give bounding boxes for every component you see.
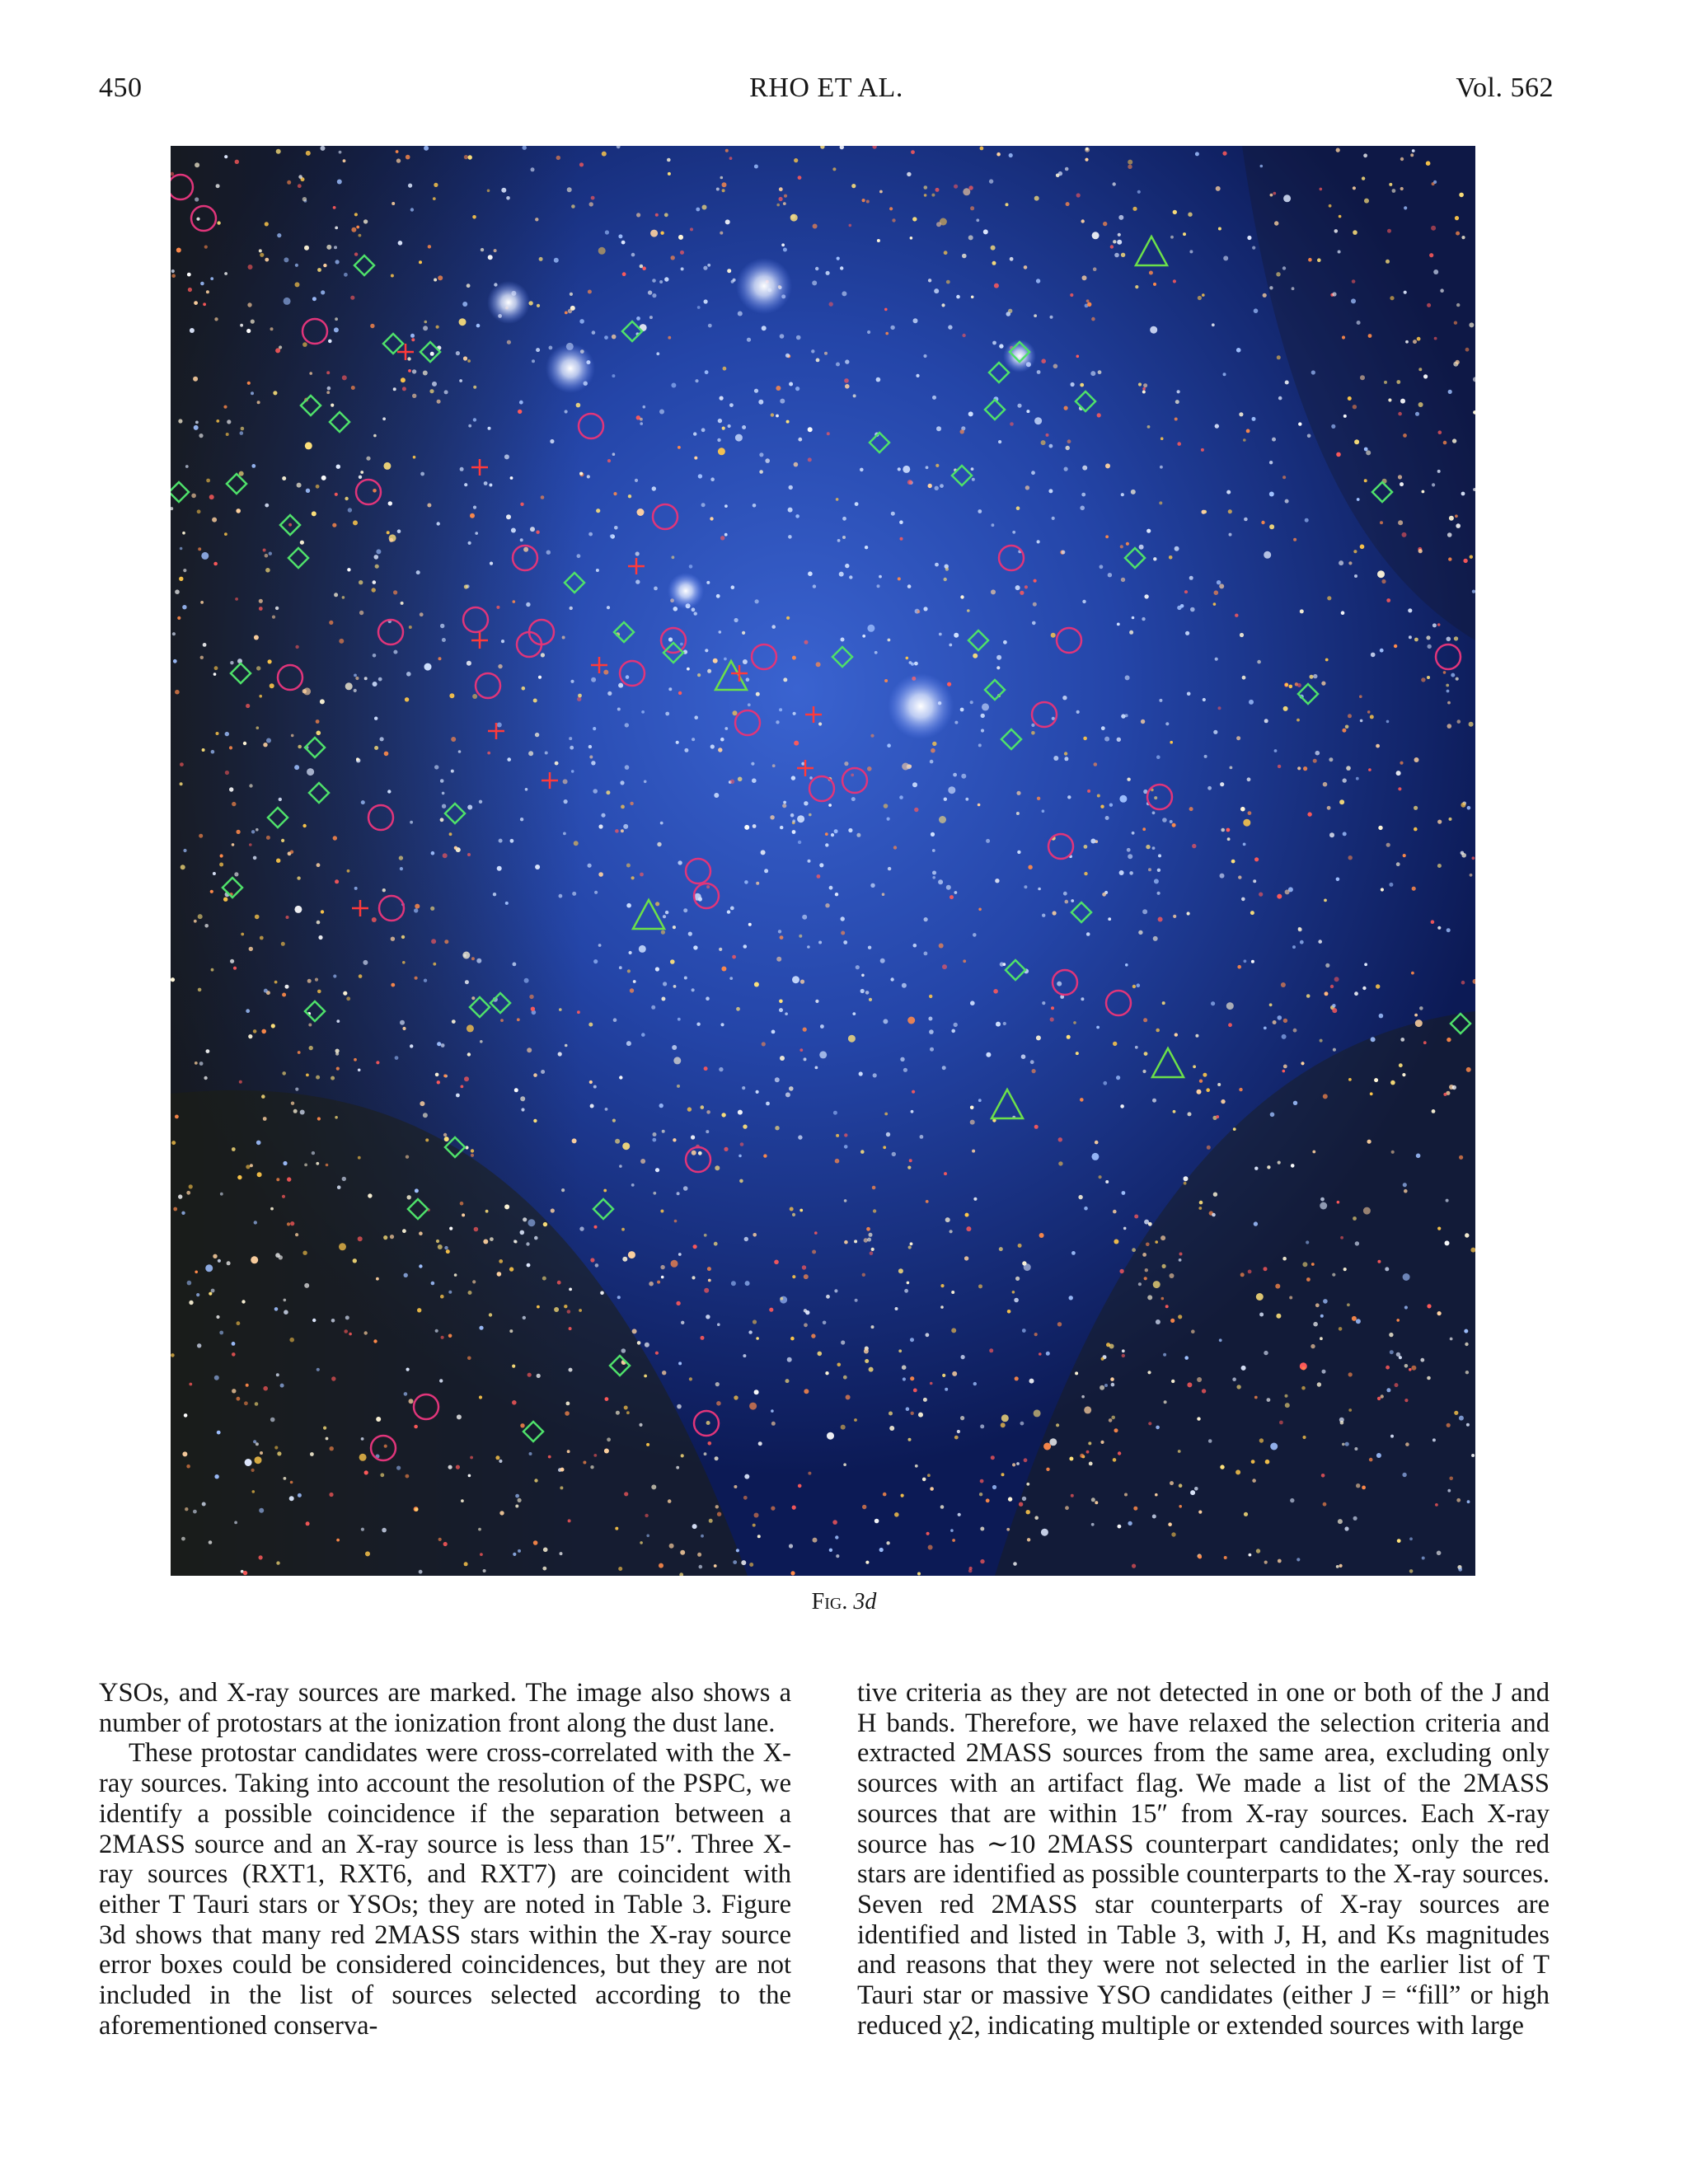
star-field-image xyxy=(171,146,1475,1576)
figure-caption-prefix: Fig. xyxy=(811,1589,848,1615)
page-number: 450 xyxy=(99,73,143,103)
paragraph: YSOs, and X-ray sources are marked. The image also shows a number of protostars at the ionization front along the dust lane. xyxy=(99,1678,791,1738)
paragraph: tive criteria as they are not detected in one or both of the J and H bands. Therefore, we have relaxed the selection criteria and extracted 2MASS sources from the same area, excluding only sources with an artifact flag. We made a list of the 2MASS sources that are within 15″ from X-ray sources. Each X-ray source has ∼10 2MASS counterpart candidates; only the red stars are identified as possible counterparts to the X-ray sources. Seven red 2MASS star counterparts of X-ray sources are identified and listed in Table 3, with J, H, and Ks magnitudes and reasons that they were not selected in the earlier list of T Tauri star or massive YSO candidates (either J = “fill” or high reduced χ2, indicating multiple or extended sources with large xyxy=(857,1678,1550,2041)
running-head xyxy=(99,73,1554,114)
running-title: RHO ET AL. xyxy=(749,73,903,103)
text-column-right xyxy=(857,1678,1550,2041)
volume-label: Vol. 562 xyxy=(1456,73,1554,103)
figure-caption xyxy=(0,1589,1688,1615)
figure-caption-label: 3d xyxy=(853,1589,877,1615)
text-column-left xyxy=(99,1678,791,2041)
paragraph: These protostar candidates were cross-correlated with the X-ray sources. Taking into account the resolution of the PSPC, we identify a possible coincidence if the separation between a 2MASS source and an X-ray source is less than 15″. Three X-ray sources (RXT1, RXT6, and RXT7) are coincident with either T Tauri stars or YSOs; they are noted in Table 3. Figure 3d shows that many red 2MASS stars within the X-ray source error boxes could be considered coincidences, but they are not included in the list of sources selected according to the aforementioned conserva- xyxy=(99,1738,791,2041)
